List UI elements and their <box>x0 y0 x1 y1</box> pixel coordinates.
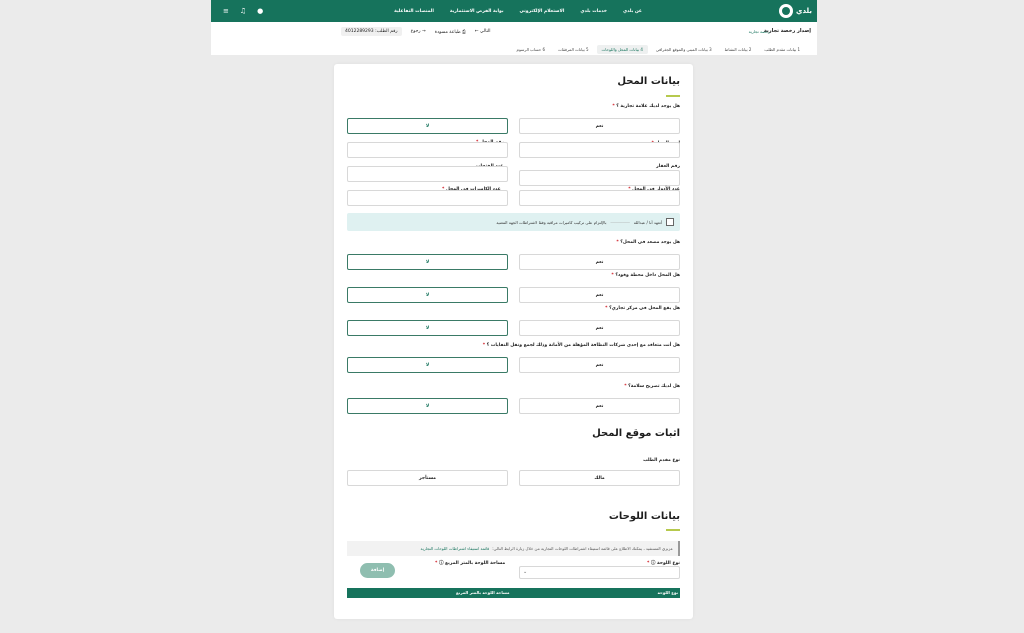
applicant-type-label: نوع مقدم الطلب <box>643 458 680 463</box>
col-sign-area: مساحة اللوحة بالمتر المربع <box>456 590 510 595</box>
top-navbar <box>211 0 817 22</box>
openings-field[interactable] <box>347 166 508 182</box>
logo-text: بلدي <box>796 7 812 15</box>
cameras-pledge <box>347 213 680 231</box>
col-sign-type: نوع اللوحة <box>657 590 678 595</box>
wizard-steps <box>511 45 805 54</box>
shop-section-title: بيانات المحل <box>617 76 680 87</box>
add-sign-button[interactable]: إضافة <box>360 563 395 578</box>
ramp-no-option[interactable]: لا <box>347 254 508 270</box>
back-button[interactable] <box>411 29 426 34</box>
pledge-suffix: بالإلتزام على تركيب كاميرات مراقبة وفقا لاشتراطات الجهة المعنية <box>496 219 607 225</box>
safety-yes-option[interactable]: نعم <box>519 398 680 414</box>
print-draft-button[interactable] <box>435 29 466 35</box>
safety-question: هل لديك تصريح سلامة؟ * <box>624 384 680 389</box>
pledge-name-blank: ──────── <box>610 219 630 225</box>
step-attachments[interactable]: 5 بيانات المرفقات <box>558 47 589 52</box>
signs-title-underline <box>666 529 680 531</box>
cameras-field[interactable] <box>347 190 508 206</box>
logo-icon <box>779 4 793 18</box>
station-yes-option[interactable]: نعم <box>519 287 680 303</box>
pledge-checkbox[interactable] <box>666 218 674 226</box>
shop-number-field[interactable] <box>347 142 508 158</box>
trademark-no-option[interactable]: لا <box>347 118 508 134</box>
ramp-question: هل يوجد مصعد في المحل؟ * <box>616 240 680 245</box>
waste-no-option[interactable]: لا <box>347 357 508 373</box>
balady-logo[interactable] <box>779 3 812 19</box>
info-icon: ⓘ <box>438 561 444 566</box>
pledge-prefix: أتعهد أنا / عبدالله <box>633 219 662 225</box>
chevron-down-icon: ⌄ <box>523 569 528 575</box>
waste-yes-option[interactable]: نعم <box>519 357 680 373</box>
top-icons <box>223 5 263 17</box>
sign-type-label: نوع اللوحة ⓘ * <box>646 561 680 566</box>
shop-name-field[interactable] <box>519 142 680 158</box>
breadcrumb[interactable]: رخصة تجارية <box>748 29 770 34</box>
tenant-option[interactable]: مستأجر <box>347 470 508 486</box>
nav-item-investment[interactable]: بوابة الفرص الاستثمارية <box>449 8 504 14</box>
owner-option[interactable]: مالك <box>519 470 680 486</box>
trademark-question: هل يوجد لديك علامة تجارية ؟ * <box>612 104 680 109</box>
arrow-left-icon: ← <box>474 29 479 34</box>
back-label: رجوع <box>410 29 421 34</box>
safety-no-option[interactable]: لا <box>347 398 508 414</box>
mall-no-option[interactable]: لا <box>347 320 508 336</box>
title-underline <box>666 95 680 97</box>
location-section-title: اثبات موقع المحل <box>592 428 680 439</box>
menu-icon[interactable]: ≡ <box>223 7 229 15</box>
property-number-field[interactable] <box>519 170 680 186</box>
request-actions <box>341 27 490 36</box>
user-icon[interactable]: ● <box>257 7 264 15</box>
floors-field[interactable] <box>519 190 680 206</box>
step-building[interactable]: 3 بيانات المبنى والموقع الجغرافي <box>655 47 712 52</box>
info-icon: ⓘ <box>650 561 656 566</box>
request-number: رقم الطلب: 4012289293 <box>341 27 402 36</box>
trademark-yes-option[interactable]: نعم <box>519 118 680 134</box>
next-label: التالي <box>479 29 491 34</box>
printer-icon: ⎙ <box>462 29 466 35</box>
sign-area-label: مساحة اللوحة بالمتر المربع ⓘ * <box>435 561 506 566</box>
nav-item-platforms[interactable]: المنصات التفاعلية <box>394 8 434 14</box>
station-no-option[interactable]: لا <box>347 287 508 303</box>
nav-item-about[interactable]: عن بلدي <box>623 8 642 14</box>
waste-question: هل أنت متعاقد مع إحدى شركات النظافة المؤهلة من الأمانة وذلك لجمع ونقل النفايات ؟ * <box>482 343 680 348</box>
nav-item-inquiry[interactable]: الاستعلام الإلكتروني <box>519 8 565 14</box>
signs-section-title: بيانات اللوحات <box>608 511 680 522</box>
bell-icon[interactable]: ♫ <box>239 7 247 15</box>
page-title: إصدار رخصة تجارية <box>763 28 811 34</box>
next-button[interactable] <box>475 29 491 34</box>
step-fees[interactable]: 6 حساب الرسوم <box>516 47 546 52</box>
signs-table-header <box>347 588 680 598</box>
notice-text: عزيزي المستفيد ، يمكنك الاطلاع على قائمة استيفاء اشتراطات اللوحات التجارية من خلال زيارة الرابط التالي: <box>492 546 673 551</box>
ramp-yes-option[interactable]: نعم <box>519 254 680 270</box>
step-applicant[interactable]: 1 بيانات مقدم الطلب <box>764 47 800 52</box>
print-label: طباعة مسودة <box>434 29 461 35</box>
sign-type-select[interactable] <box>519 566 680 579</box>
mall-question: هل يقع المحل في مركز تجاري؟ * <box>605 306 680 311</box>
arrow-right-icon: → <box>421 29 426 34</box>
signs-conditions-link[interactable]: قائمة استيفاء اشتراطات اللوحات التجارية <box>420 546 490 551</box>
step-shop-signs[interactable]: 4 بيانات المحل واللوحات <box>597 45 648 54</box>
request-header <box>211 22 817 55</box>
step-activity[interactable]: 2 بيانات النشاط <box>724 47 752 52</box>
form-card <box>334 64 693 619</box>
property-number-label: رقم العقار <box>656 164 680 169</box>
station-question: هل المحل داخل محطة وقود؟ * <box>611 273 680 278</box>
signs-notice <box>347 541 680 556</box>
mall-yes-option[interactable]: نعم <box>519 320 680 336</box>
main-nav <box>394 0 642 22</box>
nav-item-services[interactable]: خدمات بلدي <box>580 8 608 14</box>
